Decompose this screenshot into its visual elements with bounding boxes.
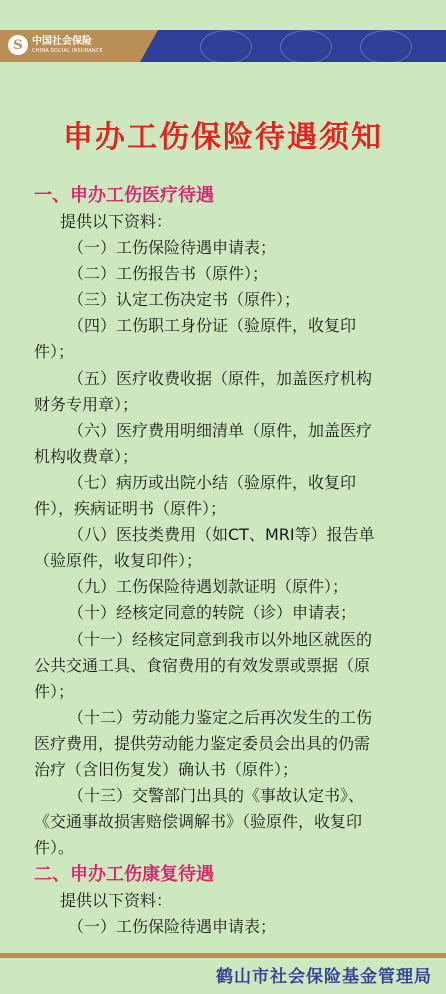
text-line: （一）工伤保险待遇申请表；	[68, 238, 277, 258]
text-line: （七）病历或出院小结（验原件，收复印	[68, 472, 357, 492]
logo-chinese-text: 中国社会保险	[32, 35, 92, 47]
text-line: 提供以下资料：	[60, 212, 173, 231]
text-line: 件）。	[34, 838, 75, 858]
text-line: 件）；	[34, 681, 75, 701]
social-insurance-logo-icon: S	[8, 35, 28, 55]
text-line: （五）医疗收费收据（原件，加盖医疗机构	[68, 368, 373, 388]
text-line: （十二）劳动能力鉴定之后再次发生的工伤	[68, 707, 373, 727]
page-title: 申办工伤保险待遇须知	[63, 120, 383, 155]
section-heading: 一、申办工伤医疗待遇	[34, 185, 214, 206]
decoration	[200, 30, 252, 64]
text-line: （十）经核定同意的转院（诊）申请表；	[68, 603, 357, 623]
text-line: （一）工伤保险待遇申请表；	[68, 917, 277, 937]
footer-divider	[0, 953, 446, 958]
text-line: 医疗费用，提供劳动能力鉴定委员会出具的仍需	[34, 733, 371, 753]
header	[0, 0, 446, 62]
decoration	[360, 30, 412, 64]
text-line: 件），疾病证明书（原件）；	[34, 499, 227, 519]
text-line: （十一）经核定同意到我市以外地区就医的	[68, 629, 373, 649]
text-line: （三）认定工伤决定书（原件）；	[68, 290, 301, 310]
text-line: （九）工伤保险待遇划款证明（原件）；	[68, 577, 349, 597]
logo	[8, 35, 103, 55]
text-line: （四）工伤职工身份证（验原件，收复印	[68, 316, 357, 336]
text-line: 治疗（含旧伤复发）确认书（原件）；	[34, 759, 299, 779]
notice-content	[34, 182, 424, 941]
text-line: （八）医技类费用（如CT、MRI等）报告单	[68, 525, 375, 545]
text-line: 提供以下资料：	[60, 891, 173, 911]
footer-organization: 鹤山市社会保险基金管理局	[216, 967, 432, 987]
text-line: 《交通事故损害赔偿调解书》（验原件，收复印	[34, 812, 363, 832]
text-line: 财务专用章）；	[34, 394, 139, 414]
text-line: （六）医疗费用明细清单（原件，加盖医疗	[68, 420, 373, 440]
text-line: （验原件，收复印件）；	[34, 551, 203, 571]
text-line: （二）工伤报告书（原件）；	[68, 264, 269, 284]
logo-english-text: CHINA SOCIAL INSURANCE	[32, 47, 103, 54]
decoration	[280, 30, 332, 64]
text-line: 机构收费章）；	[34, 446, 139, 466]
text-line: 公共交通工具、食宿费用的有效发票或票据（原	[34, 655, 371, 675]
text-line: （十三）交警部门出具的《事故认定书》、	[68, 786, 365, 806]
text-line: 件）；	[34, 342, 75, 362]
section-heading: 二、申办工伤康复待遇	[34, 864, 214, 886]
